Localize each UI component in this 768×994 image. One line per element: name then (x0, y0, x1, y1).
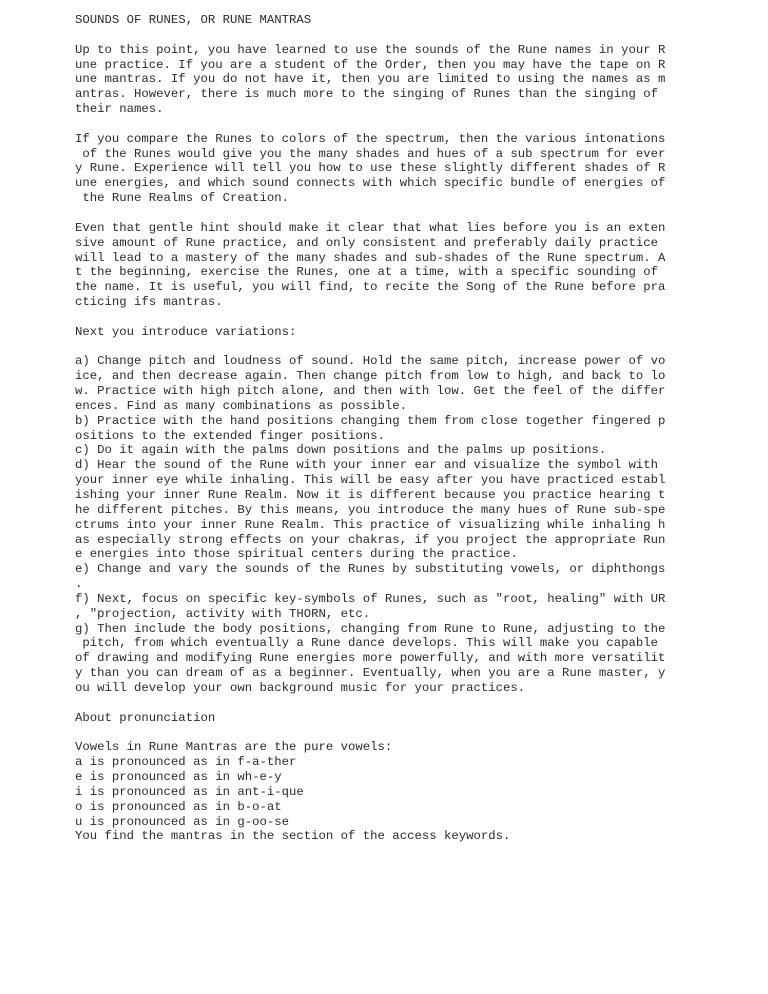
blank-line (75, 28, 695, 43)
text-line: f) Next, focus on specific key-symbols of Runes, such as "root, healing" with UR (75, 591, 666, 606)
text-line: w. Practice with high pitch alone, and then with low. Get the feel of the differ (75, 384, 666, 399)
text-line: e) Change and vary the sounds of the Runes by substituting vowels, or diphthongs (75, 562, 666, 577)
text-line: ences. Find as many combinations as possible. (75, 398, 408, 413)
text-line: . (75, 577, 83, 592)
text-line: If you compare the Runes to colors of the spectrum, then the various intonations (75, 131, 666, 146)
text-line: c) Do it again with the palms down positions and the palms up positions. (75, 443, 607, 458)
text-line: About pronunciation (75, 710, 216, 725)
text-line: , "projection, activity with THORN, etc. (75, 606, 371, 621)
text-line: Vowels in Rune Mantras are the pure vowels: (75, 740, 393, 755)
text-line: une mantras. If you do not have it, then you are limited to using the names as m (75, 72, 666, 87)
blank-line (75, 206, 695, 221)
text-line: i is pronounced as in ant-i-que (75, 784, 304, 799)
text-line: b) Practice with the hand positions changing them from close together fingered p (75, 413, 666, 428)
text-line: une practice. If you are a student of the Order, then you may have the tape on R (75, 57, 666, 72)
blank-line (75, 696, 695, 711)
text-line: will lead to a mastery of the many shades and sub-shades of the Rune spectrum. A (75, 250, 666, 265)
text-line: y than you can dream of as a beginner. Eventually, when you are a Rune master, y (75, 666, 666, 681)
text-line: ositions to the extended finger positions. (75, 428, 385, 443)
document-page (75, 13, 695, 844)
text-line: pitch, from which eventually a Rune dance develops. This will make you capable (75, 636, 658, 651)
text-line: antras. However, there is much more to the singing of Runes than the singing of (75, 87, 658, 102)
text-line: e energies into those spiritual centers during the practice. (75, 547, 518, 562)
text-line: the name. It is useful, you will find, to recite the Song of the Rune before pra (75, 280, 666, 295)
blank-line (75, 117, 695, 132)
text-line: ishing your inner Rune Realm. Now it is different because you practice hearing t (75, 488, 666, 502)
text-line: e is pronounced as in wh-e-y (75, 770, 282, 785)
text-line: sive amount of Rune practice, and only consistent and preferably daily practice (75, 235, 658, 250)
text-line: a is pronounced as in f-a-ther (75, 755, 297, 770)
text-line: d) Hear the sound of the Rune with your inner ear and visualize the symbol with (75, 458, 658, 473)
text-line: Up to this point, you have learned to use the sounds of the Rune names in your R (75, 42, 666, 57)
text-line: Even that gentle hint should make it clear that what lies before you is an exten (75, 220, 666, 235)
text-line: y Rune. Experience will tell you how to use these slightly different shades of R (75, 161, 666, 176)
text-line: o is pronounced as in b-o-at (75, 799, 282, 814)
text-line: cticing ifs mantras. (75, 295, 223, 310)
text-line: You find the mantras in the section of the access keywords. (75, 829, 511, 844)
text-line: their names. (75, 102, 164, 117)
text-line: your inner eye while inhaling. This will be easy after you have practiced establ (75, 473, 666, 488)
text-line: u is pronounced as in g-oo-se (75, 814, 290, 829)
text-line: Next you introduce variations: (75, 324, 297, 339)
text-line: ice, and then decrease again. Then change pitch from low to high, and back to lo (75, 369, 666, 384)
blank-line (75, 726, 695, 741)
text-line: une energies, and which sound connects with which specific bundle of energies of (75, 176, 666, 191)
text-line: of the Runes would give you the many shades and hues of a sub spectrum for ever (75, 146, 666, 161)
text-line: of drawing and modifying Rune energies more powerfully, and with more versatilit (75, 651, 666, 666)
blank-line (75, 340, 695, 355)
text-line: as especially strong effects on your chakras, if you project the appropriate Run (75, 532, 666, 547)
text-line: he different pitches. By this means, you introduce the many hues of Rune sub-spe (75, 502, 666, 517)
text-line: SOUNDS OF RUNES, OR RUNE MANTRAS (75, 13, 312, 27)
text-line: g) Then include the body positions, changing from Rune to Rune, adjusting to the (75, 621, 666, 636)
text-line: the Rune Realms of Creation. (75, 191, 290, 206)
blank-line (75, 310, 695, 325)
text-line: ou will develop your own background music for your practices. (75, 680, 526, 695)
text-line: ctrums into your inner Rune Realm. This practice of visualizing while inhaling h (75, 517, 666, 532)
text-line: a) Change pitch and loudness of sound. Hold the same pitch, increase power of vo (75, 354, 666, 369)
text-line: t the beginning, exercise the Runes, one at a time, with a specific sounding of (75, 265, 658, 280)
